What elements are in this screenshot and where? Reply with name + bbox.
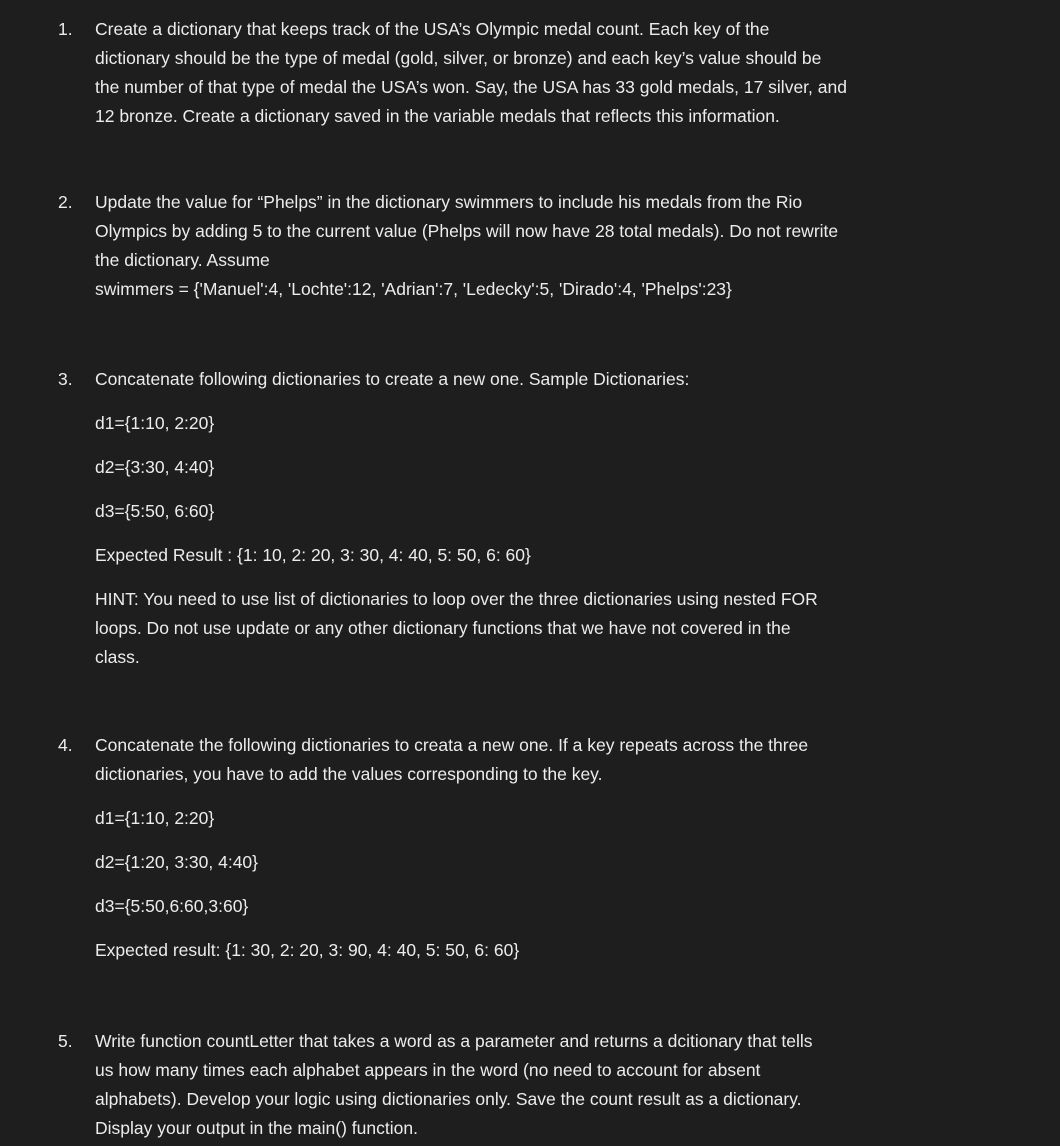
question-number: 5. (58, 1031, 73, 1051)
text-line: Write function countLetter that takes a word as a parameter and returns a dcitionary that tells (95, 1031, 813, 1051)
question-text (95, 188, 957, 304)
dict-d3: d3={5:50,6:60,3:60} (95, 896, 249, 916)
question-text (95, 15, 957, 131)
text-line: Olympics by adding 5 to the current value (Phelps will now have 28 total medals). Do not rewrite (95, 221, 839, 241)
text-line: Update the value for “Phelps” in the dictionary swimmers to include his medals from the Rio (95, 192, 803, 212)
dict-d2: d2={1:20, 3:30, 4:40} (95, 852, 259, 872)
text-line: Create a dictionary that keeps track of the USA’s Olympic medal count. Each key of the (95, 19, 770, 39)
text-line: us how many times each alphabet appears in the word (no need to account for absent (95, 1060, 761, 1080)
expected-result: Expected Result : {1: 10, 2: 20, 3: 30, 4: 40, 5: 50, 6: 60} (95, 545, 531, 565)
text-line: Display your output in the main() function. (95, 1118, 418, 1138)
question-text (95, 365, 957, 672)
question-text (95, 731, 957, 965)
expected-result: Expected result: {1: 30, 2: 20, 3: 90, 4: 40, 5: 50, 6: 60} (95, 940, 520, 960)
hint-line: HINT: You need to use list of dictionaries to loop over the three dictionaries using nested FOR (95, 589, 818, 609)
question-number: 1. (58, 19, 73, 39)
text-line: 12 bronze. Create a dictionary saved in the variable medals that reflects this information. (95, 106, 780, 126)
question-text (95, 1027, 957, 1143)
text-line: the dictionary. Assume (95, 250, 270, 270)
text-line: Concatenate following dictionaries to create a new one. Sample Dictionaries: (95, 369, 690, 389)
dict-d1: d1={1:10, 2:20} (95, 808, 215, 828)
dict-d3: d3={5:50, 6:60} (95, 501, 215, 521)
question-number: 2. (58, 192, 73, 212)
hint-line: class. (95, 647, 140, 667)
dict-d2: d2={3:30, 4:40} (95, 457, 215, 477)
dict-d1: d1={1:10, 2:20} (95, 413, 215, 433)
text-line: Concatenate the following dictionaries to creata a new one. If a key repeats across the three (95, 735, 809, 755)
question-number: 4. (58, 735, 73, 755)
question-number: 3. (58, 369, 73, 389)
text-line: dictionaries, you have to add the values corresponding to the key. (95, 764, 603, 784)
text-line: alphabets). Develop your logic using dictionaries only. Save the count result as a dictionary. (95, 1089, 802, 1109)
text-line: dictionary should be the type of medal (gold, silver, or bronze) and each key’s value should be (95, 48, 822, 68)
hint-line: loops. Do not use update or any other dictionary functions that we have not covered in the (95, 618, 791, 638)
code-line: swimmers = {'Manuel':4, 'Lochte':12, 'Adrian':7, 'Ledecky':5, 'Dirado':4, 'Phelps':23} (95, 279, 732, 299)
text-line: the number of that type of medal the USA’s won. Say, the USA has 33 gold medals, 17 silver, and (95, 77, 847, 97)
